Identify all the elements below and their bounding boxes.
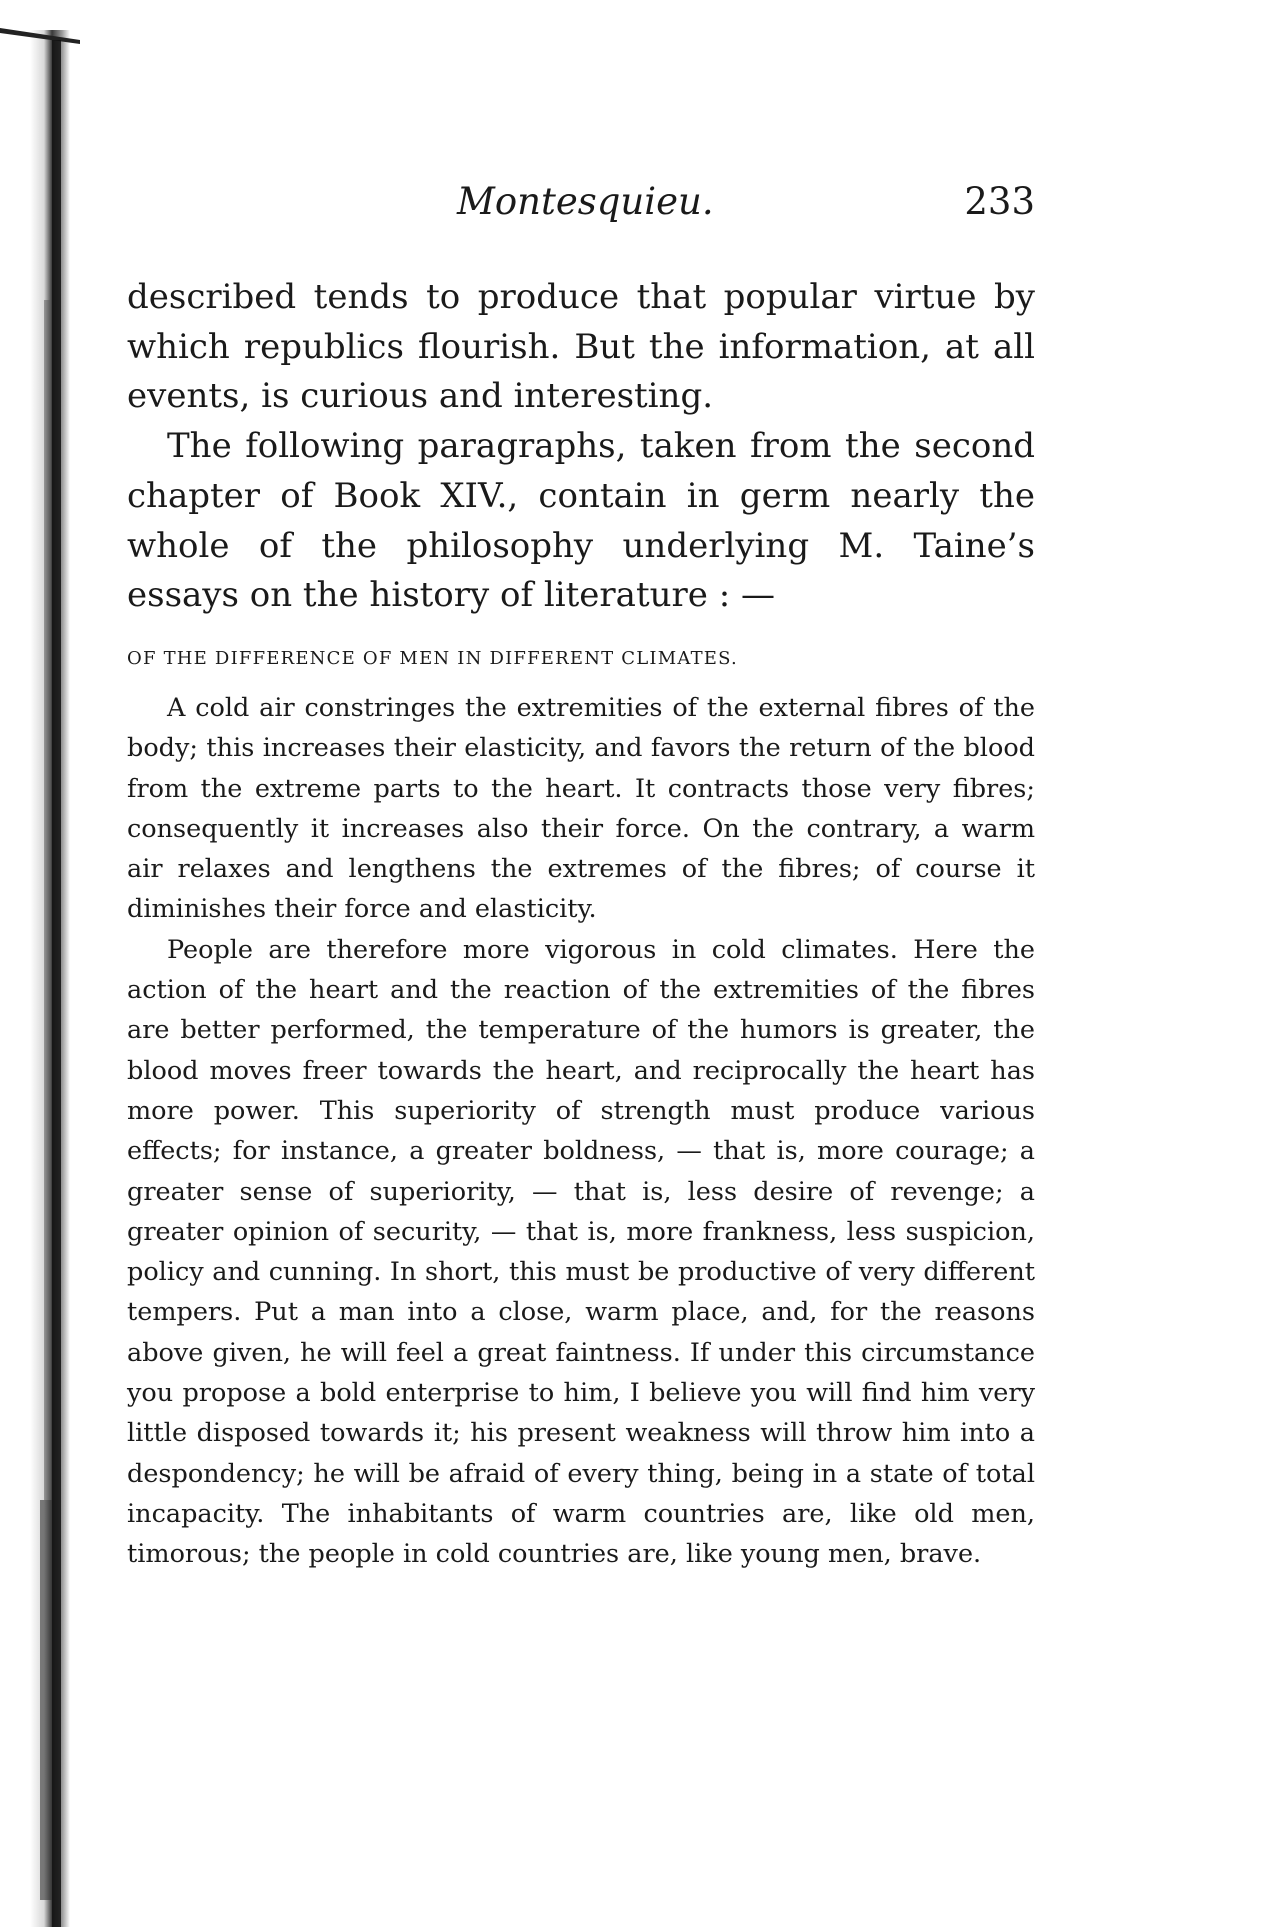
section-heading: OF THE DIFFERENCE OF MEN IN DIFFERENT CLIMATES. [127, 648, 738, 669]
intro-text [127, 273, 1035, 621]
book-binding-edge [0, 0, 80, 1927]
quote-paragraph: People are therefore more vigorous in cold climates. Here the action of the heart and the reaction of the extremities of the fibres are better performed, the temperature of the humors is greater, the blood moves freer towards the heart, and reciprocally the heart has more power. This superiority of strength must produce various effects; for instance, a greater boldness, — that is, more courage; a greater sense of superiority, — that is, less desire of revenge; a greater opinion of security, — that is, more frankness, less suspicion, policy and cunning. In short, this must be productive of very different tempers. Put a man into a close, warm place, and, for the reasons above given, he will feel a great faintness. If under this circumstance you propose a bold enterprise to him, I believe you will find him very little disposed towards it; his present weakness will throw him into a despondency; he will be afraid of every thing, being in a state of total incapacity. The inhabitants of warm countries are, like old men, timorous; the people in cold countries are, like young men, brave. [127, 934, 1035, 1570]
page-number: 233 [964, 180, 1035, 223]
quoted-passage [127, 688, 1035, 1575]
intro-paragraph: described tends to produce that popular virtue by which republics flourish. But the information, at all events, is curious and interesting. [127, 277, 1035, 417]
intro-paragraph: The following paragraphs, taken from the second chapter of Book XIV., contain in germ nearly the whole of the philosophy underlying M. Taine’s essays on the history of literature : — [127, 426, 1035, 616]
running-head [127, 180, 1035, 230]
running-title: Montesquieu. [457, 180, 714, 223]
quote-paragraph: A cold air constringes the extremities of the external fibres of the body; this increases their elasticity, and favors the return of the blood from the extreme parts to the heart. It contracts those very fibres; consequently it increases also their force. On the contrary, a warm air relaxes and lengthens the extremes of the fibres; of course it diminishes their force and elasticity. [127, 693, 1035, 925]
